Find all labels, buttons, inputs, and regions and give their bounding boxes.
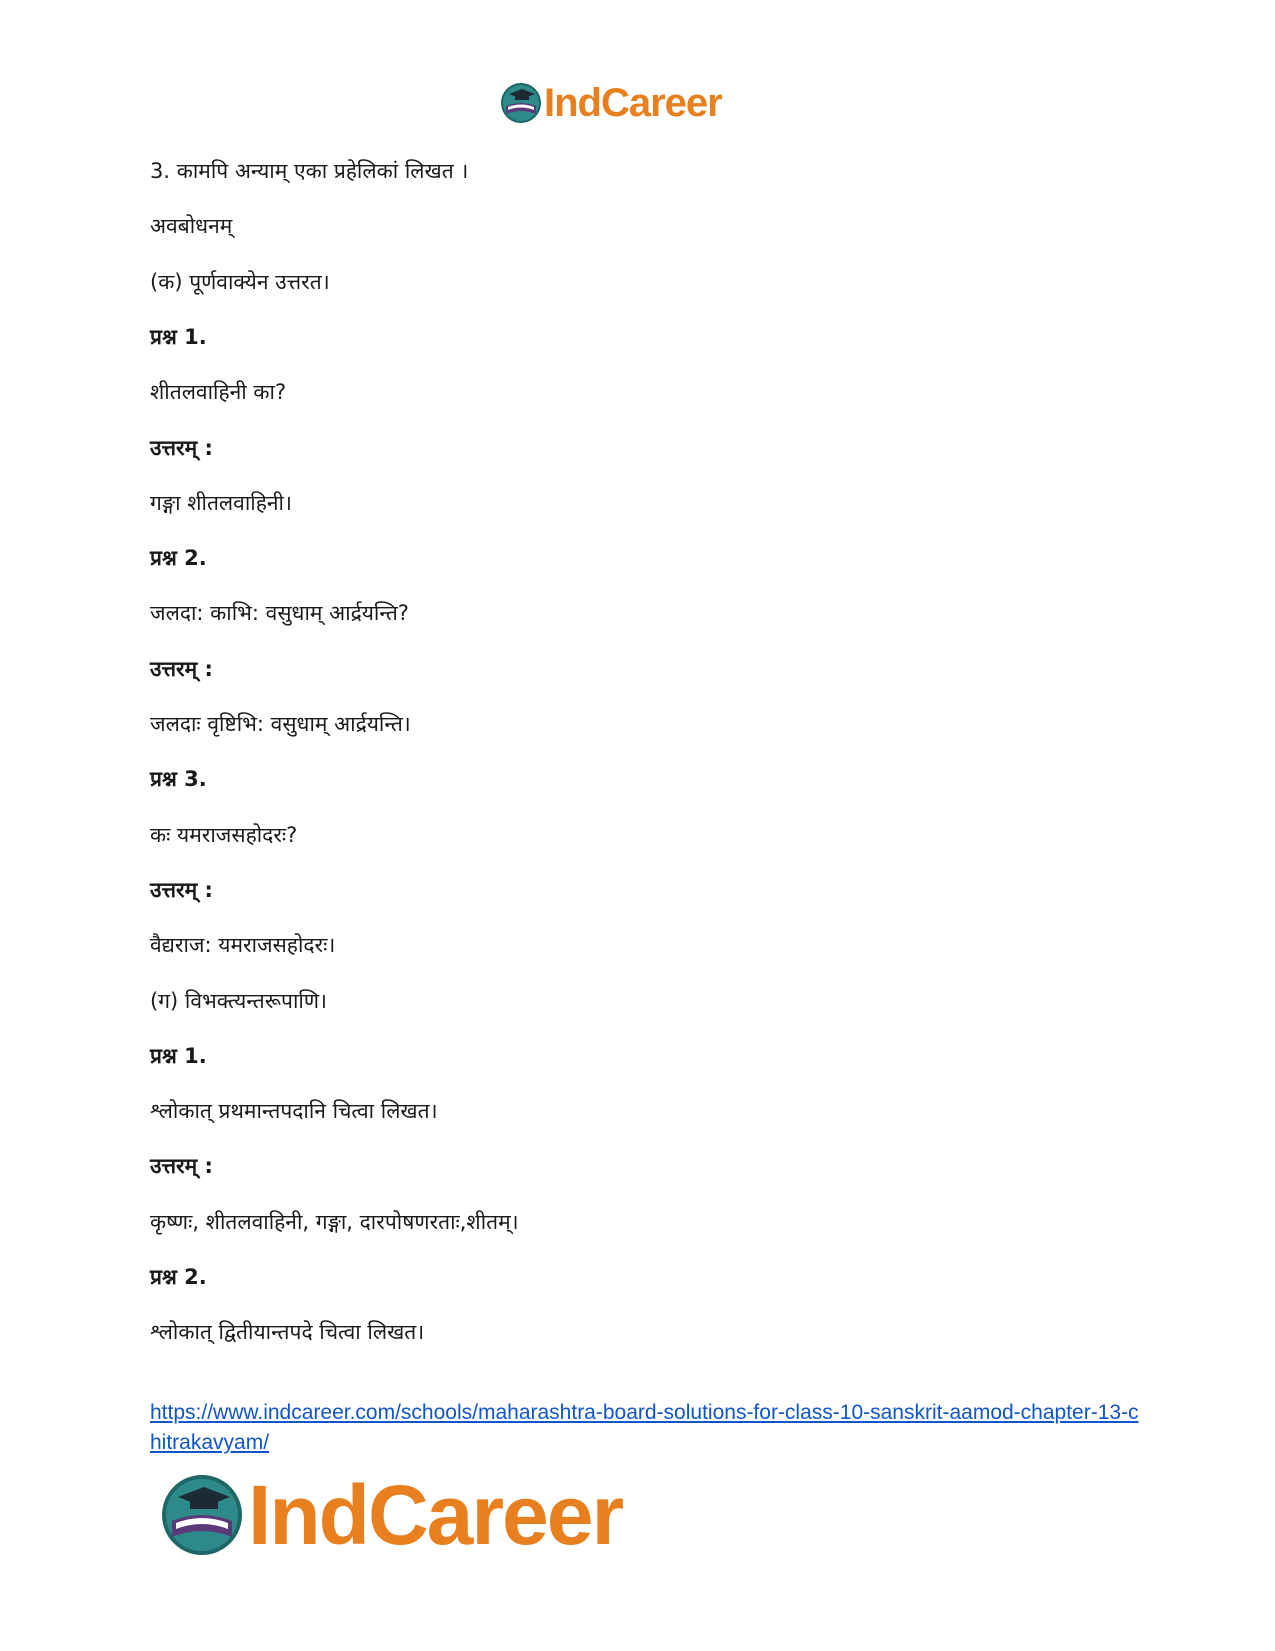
answer-text: जलदाः वृष्टिभि: वसुधाम् आर्द्रयन्ति। xyxy=(150,712,411,737)
globe-book-icon xyxy=(500,82,542,124)
brand-name: IndCareer xyxy=(248,1467,623,1562)
question-text: जलदा: काभि: वसुधाम् आर्द्रयन्ति? xyxy=(150,601,409,626)
question-text: शीतलवाहिनी का? xyxy=(150,380,287,405)
section-heading: अवबोधनम् xyxy=(150,214,233,239)
question-label: प्रश्न 2. xyxy=(150,546,207,571)
answer-label: उत्तरम् : xyxy=(150,435,213,460)
answer-text: वैद्यराज: यमराजसहोदरः। xyxy=(150,933,336,958)
answer-label: उत्तरम् : xyxy=(150,656,213,681)
answer-label: उत्तरम् : xyxy=(150,877,213,902)
subsection-heading: (क) पूर्णवाक्येन उत्तरत। xyxy=(150,269,330,294)
question-label: प्रश्न 1. xyxy=(150,324,207,349)
text-line: 3. कामपि अन्याम् एका प्रहेलिकां लिखत । xyxy=(150,159,469,184)
question-label: प्रश्न 1. xyxy=(150,1043,207,1068)
document-body xyxy=(150,144,1130,1361)
question-text: श्लोकात् द्वितीयान्तपदे चित्वा लिखत। xyxy=(150,1320,425,1345)
subsection-heading: (ग) विभक्त्यन्तरूपाणि। xyxy=(150,988,327,1013)
indcareer-logo-footer xyxy=(160,1467,623,1562)
answer-text: कृष्णः, शीतलवाहिनी, गङ्गा, दारपोषणरताः,शीतम्। xyxy=(150,1209,519,1234)
indcareer-logo-header xyxy=(500,80,722,126)
question-label: प्रश्न 3. xyxy=(150,767,207,792)
globe-book-icon xyxy=(160,1473,244,1557)
question-text: कः यमराजसहोदरः? xyxy=(150,822,298,847)
question-label: प्रश्न 2. xyxy=(150,1264,207,1289)
answer-text: गङ्गा शीतलवाहिनी। xyxy=(150,490,292,515)
answer-label: उत्तरम् : xyxy=(150,1154,213,1179)
source-url-link[interactable]: https://www.indcareer.com/schools/maharashtra-board-solutions-for-class-10-sanskrit-aamod-chapter-13-chitrakavyam/ xyxy=(150,1401,1139,1454)
brand-name: IndCareer xyxy=(544,80,722,125)
question-text: श्लोकात् प्रथमान्तपदानि चित्वा लिखत। xyxy=(150,1099,438,1124)
